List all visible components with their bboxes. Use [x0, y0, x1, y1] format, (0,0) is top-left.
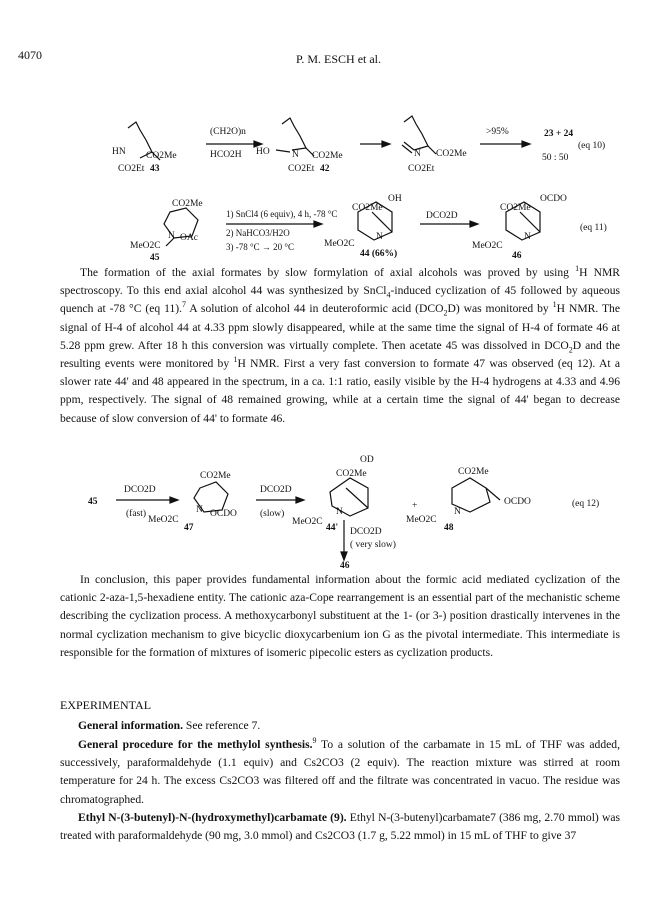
- scheme-eq12: [0, 448, 672, 568]
- eq12-ocdo-48: OCDO: [504, 497, 531, 507]
- eq10-ho: HO: [256, 147, 270, 157]
- general-procedure-ref: 9: [312, 736, 317, 746]
- eq12-meo2c-48: MeO2C: [406, 515, 437, 525]
- ethyl-carbamate-heading: Ethyl N-(3-butenyl)-N-(hydroxymethyl)carbamate (9).: [78, 811, 347, 824]
- eq10-ratio: 50 : 50: [542, 153, 569, 163]
- compound-46-eq12: 46: [340, 561, 350, 568]
- eq12-ocdo-47: OCDO: [210, 509, 237, 519]
- eq10-label: (eq 10): [578, 141, 606, 151]
- eq12-r2: DCO2D: [260, 485, 292, 495]
- eq10-yield: >95%: [486, 127, 509, 137]
- paragraph-axial-formates: The formation of the axial formates by slow formylation of axial alcohols was proved by using $^1$H NMR spectroscopy. To this end axial alcohol 44 was synthesized by SnCl$_4$-induced cyclization of 45 followed by aqueous quench at -78 °C (eq 11).$^7$ A solution of alcohol 44 in deuteroformic acid $(DCO_2D)$ was monitored by $^1$H NMR. The signal of H-4 of alcohol 44 at 4.33 ppm slowly disappeared, while at the same time the signal of H-4 of formate 46 at 5.28 ppm grew. After 18 h this conversion was virtually complete. Then acetate 45 was dissolved in $DCO_2D$ and the resulting events were monitored by $^1$H NMR. First a very fast conversion to formate 47 was observed (eq 12). At a slower rate 44' and 48 appeared in the spectrum, in a ca. 1:1 ratio, easily visible by the H-4 hydrogens at 4.33 and 4.96 ppm, respectively. The signal of 48 remained growing, while at a certain time the signal of 44' began to decrease because of slow conversion of 44' to formate 46.: [60, 264, 621, 425]
- running-head: P. M. ESCH et al.: [296, 52, 382, 66]
- eq12-label: (eq 12): [572, 499, 600, 509]
- eq11-oh: OH: [388, 194, 402, 204]
- eq12-co2me-47: CO2Me: [200, 471, 231, 481]
- eq12-meo2c-44p: MeO2C: [292, 517, 323, 527]
- eq10-co2et-a: CO2Et: [118, 164, 145, 174]
- eq11-n-45: N: [168, 231, 175, 241]
- eq10-products: 23 + 24: [544, 129, 574, 139]
- eq12-plus: +: [412, 501, 418, 511]
- eq11-co2me-45: CO2Me: [172, 199, 203, 209]
- general-info-heading: General information.: [78, 719, 183, 732]
- eq11-oac: OAc: [180, 233, 198, 243]
- eq12-n-47: N: [196, 505, 203, 515]
- compound-47: 47: [184, 523, 194, 533]
- eq11-meo2c-46: MeO2C: [472, 241, 503, 251]
- section-title-experimental: EXPERIMENTAL: [60, 698, 152, 712]
- paragraph-conclusion: In conclusion, this paper provides fundamental information about the formic acid mediated cyclization of the cationic 2-aza-1,5-hexadiene entity. The cationic aza-Cope rearrangement is an essential part of the mechanistic scheme describing the cyclization process. A methoxycarbonyl substituent at the 1- (or 3-) position drastically intervenes in the normal cyclization mechanism to give bicyclic dioxycarbenium ion G as the pivotal intermediate. This intermediate is responsible for the formation of mixtures of isomeric pipecolic esters as cyclization products.: [60, 573, 620, 659]
- compound-42: 42: [320, 164, 330, 174]
- eq12-start: 45: [88, 497, 98, 507]
- paragraph-general-procedure: [60, 736, 620, 809]
- eq12-n-44p: N: [336, 507, 343, 517]
- eq10-co2et-b: CO2Et: [288, 164, 315, 174]
- eq11-ocdo: OCDO: [540, 194, 567, 204]
- eq10-reagent-bottom: HCO2H: [210, 150, 242, 160]
- eq12-r1: DCO2D: [124, 485, 156, 495]
- eq12-co2me-48: CO2Me: [458, 467, 489, 477]
- eq10-reagent-top: (CH2O)n: [210, 127, 246, 137]
- eq12-r2b: (slow): [260, 509, 285, 519]
- ethyl-carbamate-text: Ethyl N-(3-butenyl)carbamate7 (386 mg, 2.70 mmol) was treated with paraformaldehyde (90 mg, 3.0 mmol) and Cs2CO3 (1.7 g, 5.22 mmol) in 15 mL of THF to give 37: [60, 811, 621, 843]
- eq11-cond1: 1) SnCl4 (6 equiv), 4 h, -78 °C: [226, 209, 338, 219]
- compound-48: 48: [444, 523, 454, 533]
- eq11-cond2: 2) NaHCO3/H2O: [226, 228, 290, 238]
- compound-46: 46: [512, 251, 522, 261]
- eq11-co2me-46: CO2Me: [500, 203, 531, 213]
- eq11-co2me-44: CO2Me: [352, 203, 383, 213]
- eq11-reagent2: DCO2D: [426, 211, 458, 221]
- eq12-r1b: (fast): [126, 509, 147, 519]
- eq10-hn: HN: [112, 147, 126, 157]
- page-number: 4070: [18, 48, 42, 62]
- eq12-meo2c-47: MeO2C: [148, 515, 179, 525]
- eq10-n-iminium: N: [414, 149, 421, 159]
- scheme-eq10: [0, 100, 672, 190]
- compound-43: 43: [150, 164, 160, 174]
- eq11-cond3: 3) -78 °C → 20 °C: [226, 242, 294, 252]
- eq11-label: (eq 11): [580, 223, 607, 233]
- general-procedure-heading: General procedure for the methylol synthesis.: [78, 738, 313, 751]
- eq12-n-48: N: [454, 507, 461, 517]
- eq12-co2me-44p: CO2Me: [336, 469, 367, 479]
- eq11-n-44: N: [376, 232, 383, 242]
- compound-44-prime: 44': [326, 523, 339, 533]
- eq10-co2et-c: CO2Et: [408, 164, 435, 174]
- eq11-n-46: N: [524, 232, 531, 242]
- eq11-meo2c-44: MeO2C: [324, 239, 355, 249]
- eq10-co2me-a: CO2Me: [146, 151, 177, 161]
- eq12-od: OD: [360, 455, 374, 465]
- eq11-meo2c-45: MeO2C: [130, 241, 161, 251]
- scheme-eq11: [0, 190, 672, 270]
- compound-45: 45: [150, 253, 160, 263]
- paragraph-general-info: [60, 717, 620, 735]
- eq10-n-42: N: [292, 150, 299, 160]
- compound-44: 44 (66%): [360, 249, 398, 259]
- eq10-co2me-b: CO2Me: [312, 151, 343, 161]
- paragraph-ethyl-carbamate: [60, 809, 620, 845]
- general-info-text: See reference 7.: [182, 719, 261, 732]
- eq12-r3b: ( very slow): [350, 540, 396, 550]
- eq12-r3: DCO2D: [350, 527, 382, 537]
- general-procedure-text: To a solution of the carbamate in 15 mL of THF was added, successively, paraformaldehyde (1.1 equiv) and Cs2CO3 (2 equiv). The reaction mixture was stirred at room temperature for 24 h. The excess Cs2CO3 was filtered off and the filtrate was concentrated in vacuo. The residue was chromatographed.: [60, 738, 620, 806]
- eq10-co2me-c: CO2Me: [436, 149, 467, 159]
